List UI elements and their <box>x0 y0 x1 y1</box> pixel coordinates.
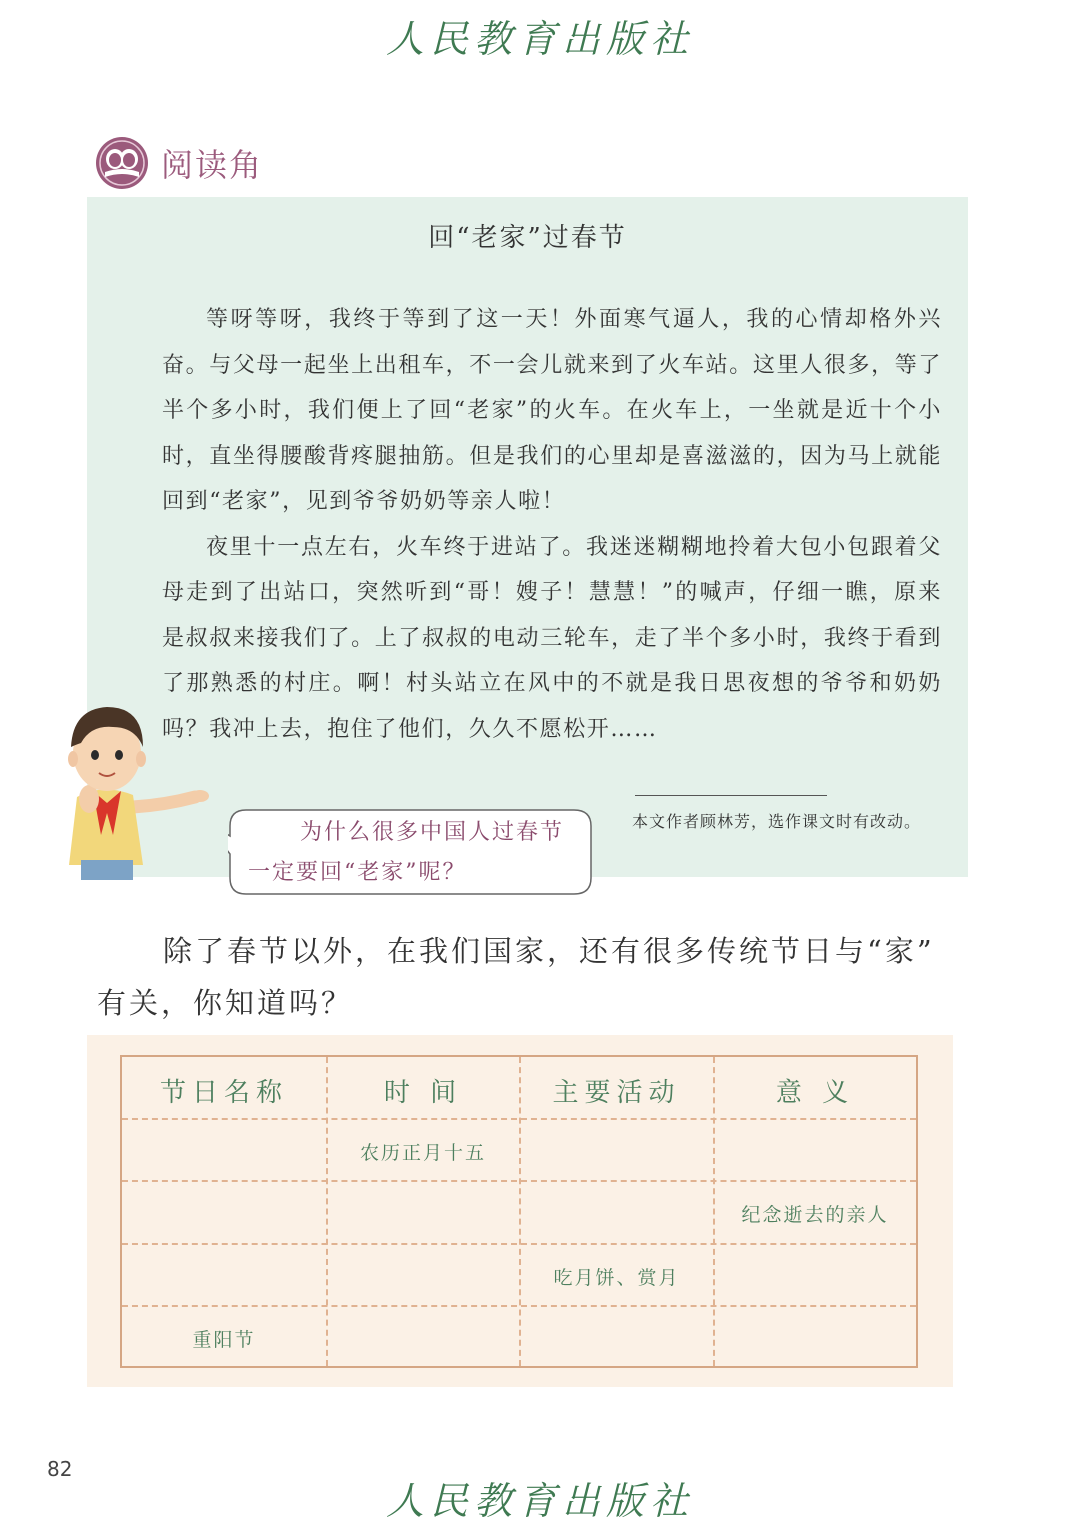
table-cell-row2-meaning: 纪念逝去的亲人 <box>741 1204 889 1226</box>
table-row-divider <box>122 1305 916 1307</box>
boy-illustration <box>55 695 220 880</box>
section-header <box>95 135 263 191</box>
table-row-divider <box>122 1118 916 1120</box>
book-circle-icon <box>95 136 149 190</box>
question-line-1: 除了春节以外，在我们国家，还有很多传统节日与“家” <box>163 934 935 968</box>
reading-title: 回“老家”过春节 <box>428 223 627 253</box>
table-row-divider <box>122 1180 916 1182</box>
story-paragraph-1: 等呀等呀，我终于等到了这一天！外面寒气逼人，我的心情却格外兴奋。与父母一起坐上出租车，不一会儿就来到了火车站。这里人很多，等了半个多小时，我们便上了回“老家”的火车。在火车上，一坐就是近十个小时，直坐得腰酸背疼腿抽筋。但是我们的心里却是喜滋滋的，因为马上就能回到“老家”，见到爷爷奶奶等亲人啦！ <box>162 307 942 514</box>
table-header-activities: 主要活动 <box>552 1078 681 1108</box>
table-header-festival-name: 节日名称 <box>159 1078 288 1108</box>
source-note: 本文作者顾林芳，选作课文时有改动。 <box>632 812 922 831</box>
question-line-2: 有关，你知道吗？ <box>97 986 354 1020</box>
publisher-watermark-bottom: 人民教育出版社 <box>385 1479 694 1523</box>
table-header-meaning: 意 义 <box>775 1078 855 1108</box>
story-paragraph-2: 夜里十一点左右，火车终于进站了。我迷迷糊糊地拎着大包小包跟着父母走到了出站口，突然听到“哥！嫂子！慧慧！”的喊声，仔细一瞧，原来是叔叔来接我们了。上了叔叔的电动三轮车，走了半个多小时，我终于看到了那熟悉的村庄。啊！村头站立在风中的不就是我日思夜想的爷爷和奶奶吗？我冲上去，抱住了他们，久久不愿松开…… <box>162 534 942 742</box>
page-number: 82 <box>47 1457 73 1481</box>
table-row-divider <box>122 1243 916 1245</box>
bubble-line-1: 为什么很多中国人过春节 <box>300 820 565 845</box>
note-divider <box>635 795 827 796</box>
question-text <box>97 925 957 1029</box>
table-cell-row4-name: 重阳节 <box>192 1329 256 1351</box>
bubble-line-2: 一定要回“老家”呢？ <box>248 860 467 885</box>
table-cell-row3-activities: 吃月饼、赏月 <box>553 1267 680 1289</box>
publisher-watermark-top: 人民教育出版社 <box>385 17 694 61</box>
table-header-time: 时 间 <box>383 1078 463 1108</box>
table-cell-row1-time: 农历正月十五 <box>359 1142 486 1164</box>
story-text <box>162 297 942 752</box>
section-title: 阅读角 <box>161 146 264 184</box>
